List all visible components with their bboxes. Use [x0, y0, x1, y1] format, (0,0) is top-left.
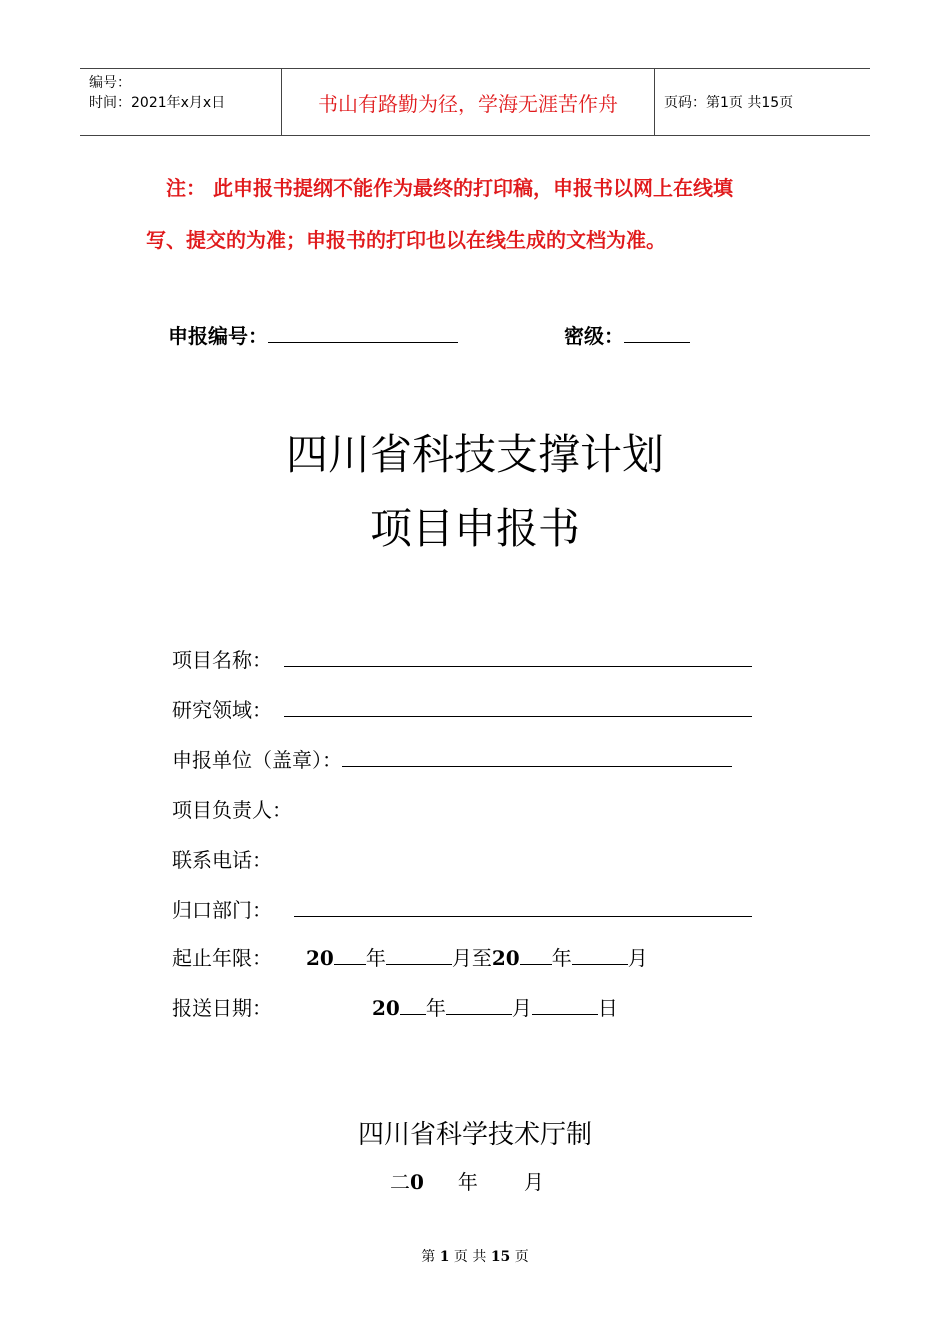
period-year-prefix-start: 20 — [306, 946, 334, 970]
period-month-to: 月至 — [451, 946, 492, 970]
application-number-label: 申报编号： — [168, 324, 268, 348]
period-year-unit: 年 — [365, 946, 386, 970]
issue-date-two: 二 — [390, 1170, 410, 1194]
submit-day-unit: 日 — [597, 996, 618, 1020]
research-field-label: 研究领域： — [172, 698, 272, 722]
submit-month-unit: 月 — [511, 996, 532, 1020]
application-number-blank[interactable] — [268, 324, 458, 343]
submit-date-label: 报送日期： — [172, 996, 272, 1020]
submit-date-row — [172, 992, 618, 1021]
page-footer-mid: 页 共 — [453, 1249, 487, 1265]
secret-level-blank[interactable] — [624, 324, 690, 343]
department-label: 归口部门： — [172, 898, 272, 922]
period-end-month-blank[interactable] — [572, 946, 628, 965]
period-month-unit-2: 月 — [627, 946, 648, 970]
submit-day-blank[interactable] — [532, 996, 598, 1015]
period-end-year-blank[interactable] — [520, 946, 552, 965]
page-footer-prefix: 第 — [421, 1249, 436, 1265]
project-name-label: 项目名称： — [172, 648, 272, 672]
issue-date-row — [390, 1166, 544, 1195]
note-line-1: 注： 此申报书提纲不能作为最终的打印稿，申报书以网上在线填 — [166, 176, 733, 200]
page-header-table — [80, 68, 870, 136]
secret-level-row — [564, 320, 690, 349]
date-line: 时间：2021年x月x日 — [89, 95, 226, 111]
note-line-2: 写、提交的为准；申报书的打印也以在线生成的文档为准。 — [146, 228, 666, 252]
page-footer-total: 15 — [490, 1249, 511, 1265]
issue-date-month: 月 — [523, 1170, 544, 1194]
period-label: 起止年限： — [172, 946, 272, 970]
header-left-cell — [89, 73, 225, 113]
motto: 书山有路勤为径，学海无涯苦作舟 — [318, 91, 618, 116]
project-leader-label: 项目负责人： — [172, 798, 292, 822]
research-field-row — [172, 694, 752, 723]
period-start-month-blank[interactable] — [386, 946, 452, 965]
submit-year-unit: 年 — [425, 996, 446, 1020]
secret-level-label: 密级： — [564, 324, 624, 348]
title-line-2: 项目申报书 — [369, 504, 580, 553]
applicant-unit-row — [172, 744, 732, 773]
page-footer — [0, 1246, 950, 1266]
project-name-blank[interactable] — [284, 648, 752, 667]
submit-year-blank[interactable] — [400, 996, 426, 1015]
department-row — [172, 894, 752, 923]
applicant-unit-label: 申报单位（盖章）： — [172, 748, 342, 772]
research-field-blank[interactable] — [284, 698, 752, 717]
period-year-unit-2: 年 — [551, 946, 572, 970]
period-row — [172, 942, 648, 971]
applicant-unit-blank[interactable] — [342, 748, 732, 767]
department-blank[interactable] — [294, 898, 752, 917]
project-name-row — [172, 644, 752, 673]
submit-month-blank[interactable] — [446, 996, 512, 1015]
issue-date-year: 年 — [457, 1170, 478, 1194]
header-divider — [654, 69, 655, 135]
issue-date-zero: 0 — [410, 1170, 424, 1194]
period-start-year-blank[interactable] — [334, 946, 366, 965]
serial-label: 编号： — [89, 75, 131, 91]
application-number-row — [168, 320, 458, 349]
page-footer-suffix: 页 — [514, 1249, 529, 1265]
issuer: 四川省科学技术厅制 — [357, 1120, 592, 1150]
submit-year-prefix: 20 — [372, 996, 400, 1020]
contact-phone-label: 联系电话： — [172, 848, 272, 872]
page-info: 页码：第1页 共15页 — [664, 95, 794, 111]
period-year-prefix-end: 20 — [491, 946, 520, 970]
title-line-1: 四川省科技支撑计划 — [285, 430, 664, 479]
page-footer-current: 1 — [439, 1249, 450, 1265]
